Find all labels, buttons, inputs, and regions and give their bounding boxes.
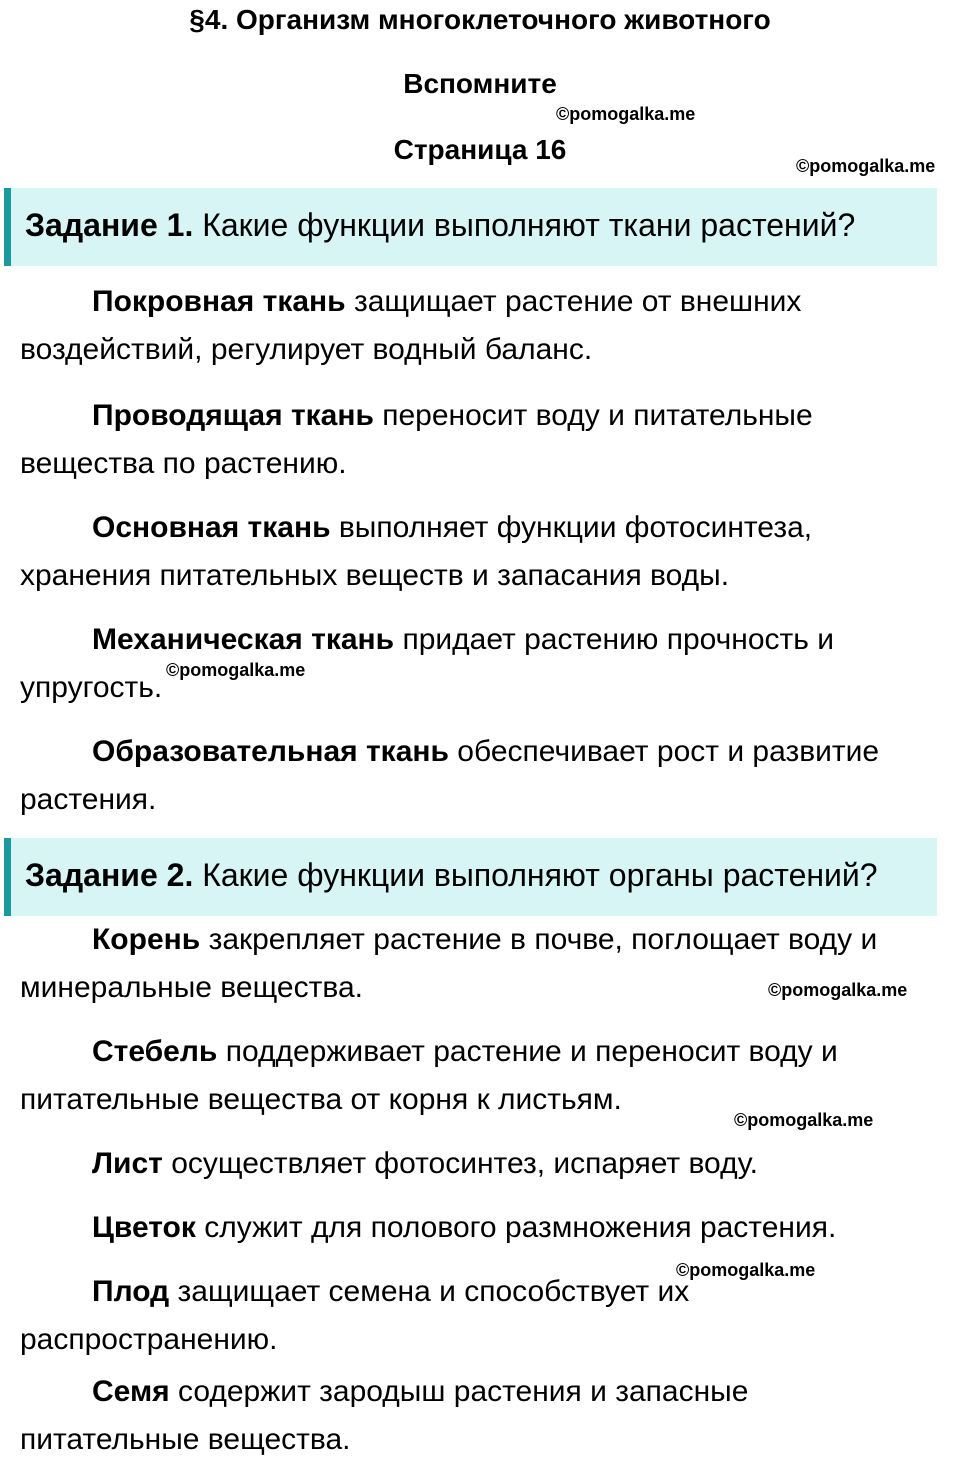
answer-text: минеральные вещества. [20,971,363,1004]
watermark: ©pomogalka.me [796,156,936,176]
answer-text: защищает растение от внешних [353,285,802,318]
answer-paragraph [20,728,950,824]
answer-text: содержит зародыш растения и запасные [178,1375,749,1408]
task-2-question-text: Какие функции выполняют органы растений? [202,857,878,893]
task-2-label: Задание 2. [25,857,194,893]
answer-text: служит для полового размножения растения. [204,1211,837,1244]
answer-text: упругость. [20,671,163,704]
answer-text: выполняет функции фотосинтеза, [338,511,813,544]
answer-term: Стебель [92,1035,218,1068]
answer-term: Проводящая ткань [92,399,374,432]
answer-term: Цветок [92,1211,196,1244]
answer-paragraph [20,1268,950,1364]
task-1-question [25,207,855,244]
watermark: ©pomogalka.me [676,1260,816,1280]
watermark: ©pomogalka.me [734,1110,874,1130]
answer-text: поддерживает растение и переносит воду и [225,1035,838,1068]
watermark: ©pomogalka.me [768,980,908,1000]
answer-text: осуществляет фотосинтез, испаряет воду. [171,1147,758,1180]
task-2-header [4,838,937,916]
answer-term: Основная ткань [92,511,331,544]
answer-term: Семя [92,1375,170,1408]
answer-term: Лист [92,1147,163,1180]
answer-text: придает растению прочность и [402,623,835,656]
answer-text: вещества по растению. [20,447,347,480]
watermark: ©pomogalka.me [556,104,696,124]
watermark: ©pomogalka.me [166,660,306,680]
answer-text: хранения питательных веществ и запасания воды. [20,559,730,592]
answer-paragraph [20,392,950,488]
section-title: §4. Организм многоклеточного животного [189,4,771,35]
answer-paragraph [20,504,950,600]
answer-text: обеспечивает рост и развитие [457,735,880,768]
answer-paragraph [20,1204,950,1252]
answer-term: Образовательная ткань [92,735,449,768]
page-label: Страница 16 [393,134,567,165]
task-1-label: Задание 1. [25,207,194,243]
answer-paragraph [20,616,950,712]
answer-text: воздействий, регулирует водный баланс. [20,333,593,366]
subtitle: Вспомните [403,68,557,99]
answer-text: распространению. [20,1323,278,1356]
answer-term: Покровная ткань [92,285,346,318]
answer-text: питательные вещества. [20,1423,351,1456]
answer-text: закрепляет растение в почве, поглощает воду и [208,923,878,956]
answer-paragraph [20,1368,950,1464]
answer-text: растения. [20,783,157,816]
answer-term: Корень [92,923,201,956]
task-1-question-text: Какие функции выполняют ткани растений? [202,207,856,243]
answer-term: Механическая ткань [92,623,395,656]
answer-term: Плод [92,1275,170,1308]
answer-text: защищает семена и способствует их [177,1275,690,1308]
answer-text: питательные вещества от корня к листьям. [20,1083,622,1116]
answer-paragraph [20,278,950,374]
answer-paragraph [20,1140,950,1188]
answer-text: переносит воду и питательные [382,399,813,432]
task-2-question [25,857,878,894]
task-1-header [4,188,937,266]
